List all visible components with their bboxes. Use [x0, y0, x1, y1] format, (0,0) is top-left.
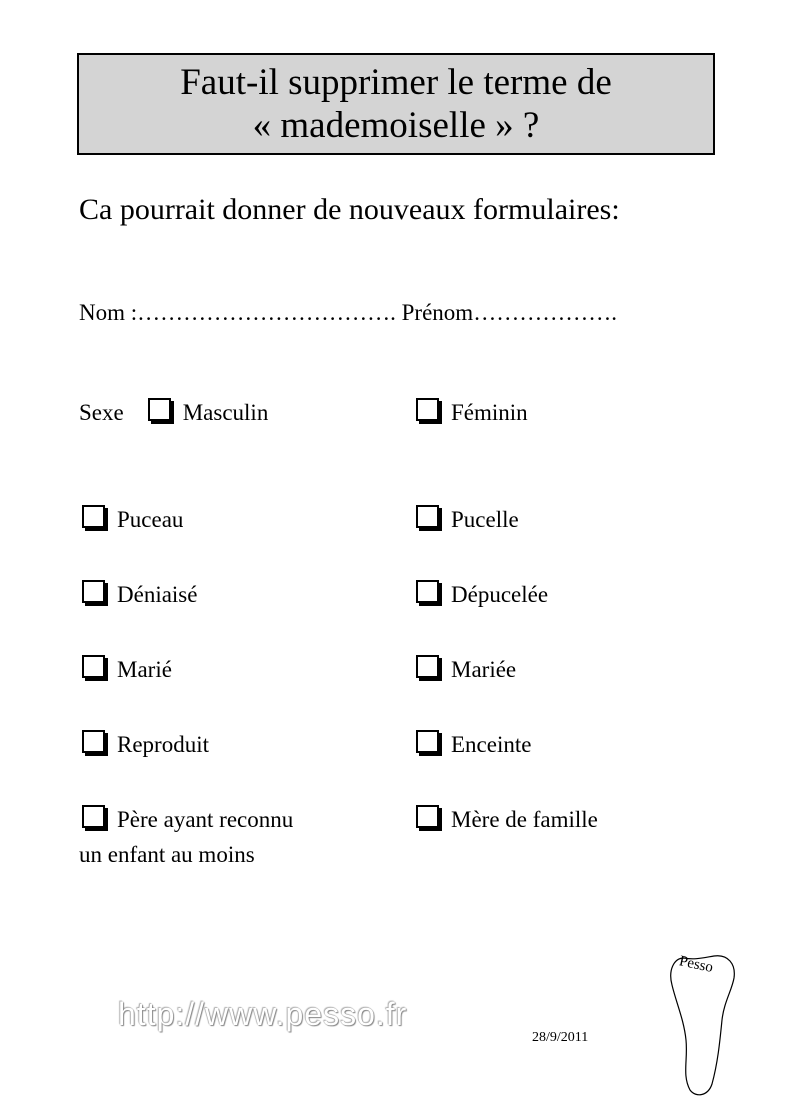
watermark-url: http://www.pesso.fr — [118, 996, 408, 1032]
title-line-1: Faut-il supprimer le terme de — [180, 62, 612, 103]
option-label: Dépucelée — [451, 582, 549, 607]
checkbox-left-3[interactable] — [82, 730, 105, 753]
title-line-2: « mademoiselle » ? — [252, 105, 540, 146]
option-label: Enceinte — [451, 732, 532, 757]
title-box — [77, 53, 715, 155]
checkbox-left-1[interactable] — [82, 580, 105, 603]
subtitle: Ca pourrait donner de nouveaux formulaires: — [79, 193, 620, 226]
checkbox-left-4[interactable] — [82, 805, 105, 828]
checkbox-right-2[interactable] — [416, 655, 439, 678]
option-label: Puceau — [117, 507, 184, 532]
option-label-feminin: Féminin — [451, 400, 528, 425]
checkbox-left-2[interactable] — [82, 655, 105, 678]
checkbox-right-3[interactable] — [416, 730, 439, 753]
name-line: Nom :……………………………. Prénom………………. — [79, 300, 617, 325]
sexe-label: Sexe — [79, 400, 124, 425]
option-left-0 — [82, 507, 183, 533]
option-left-1 — [82, 582, 197, 608]
logo-text: Pesso — [677, 953, 715, 977]
checkbox-masculin[interactable] — [148, 398, 171, 421]
option-left-3 — [82, 732, 209, 758]
checkbox-right-4[interactable] — [416, 805, 439, 828]
checkbox-feminin[interactable] — [416, 398, 439, 421]
option-label: Déniaisé — [117, 582, 198, 607]
option-left-4-continuation: un enfant au moins — [79, 842, 255, 867]
sexe-row-right — [416, 400, 528, 426]
option-label-masculin: Masculin — [182, 400, 269, 425]
option-right-2 — [416, 657, 516, 683]
checkbox-right-0[interactable] — [416, 505, 439, 528]
option-label: Marié — [117, 657, 172, 682]
option-label: Reproduit — [117, 732, 209, 757]
option-left-2 — [82, 657, 172, 683]
option-right-3 — [416, 732, 531, 758]
footprint-icon — [662, 950, 742, 1100]
checkbox-right-1[interactable] — [416, 580, 439, 603]
option-label: Mariée — [451, 657, 517, 682]
option-label: Pucelle — [451, 507, 519, 532]
date-stamp: 28/9/2011 — [532, 1030, 589, 1045]
option-label: Père ayant reconnu — [117, 807, 294, 832]
option-left-4 — [82, 807, 293, 833]
option-label: Mère de famille — [451, 807, 598, 832]
option-right-1 — [416, 582, 548, 608]
option-right-4 — [416, 807, 598, 833]
option-right-0 — [416, 507, 519, 533]
checkbox-left-0[interactable] — [82, 505, 105, 528]
sexe-row — [79, 400, 268, 426]
